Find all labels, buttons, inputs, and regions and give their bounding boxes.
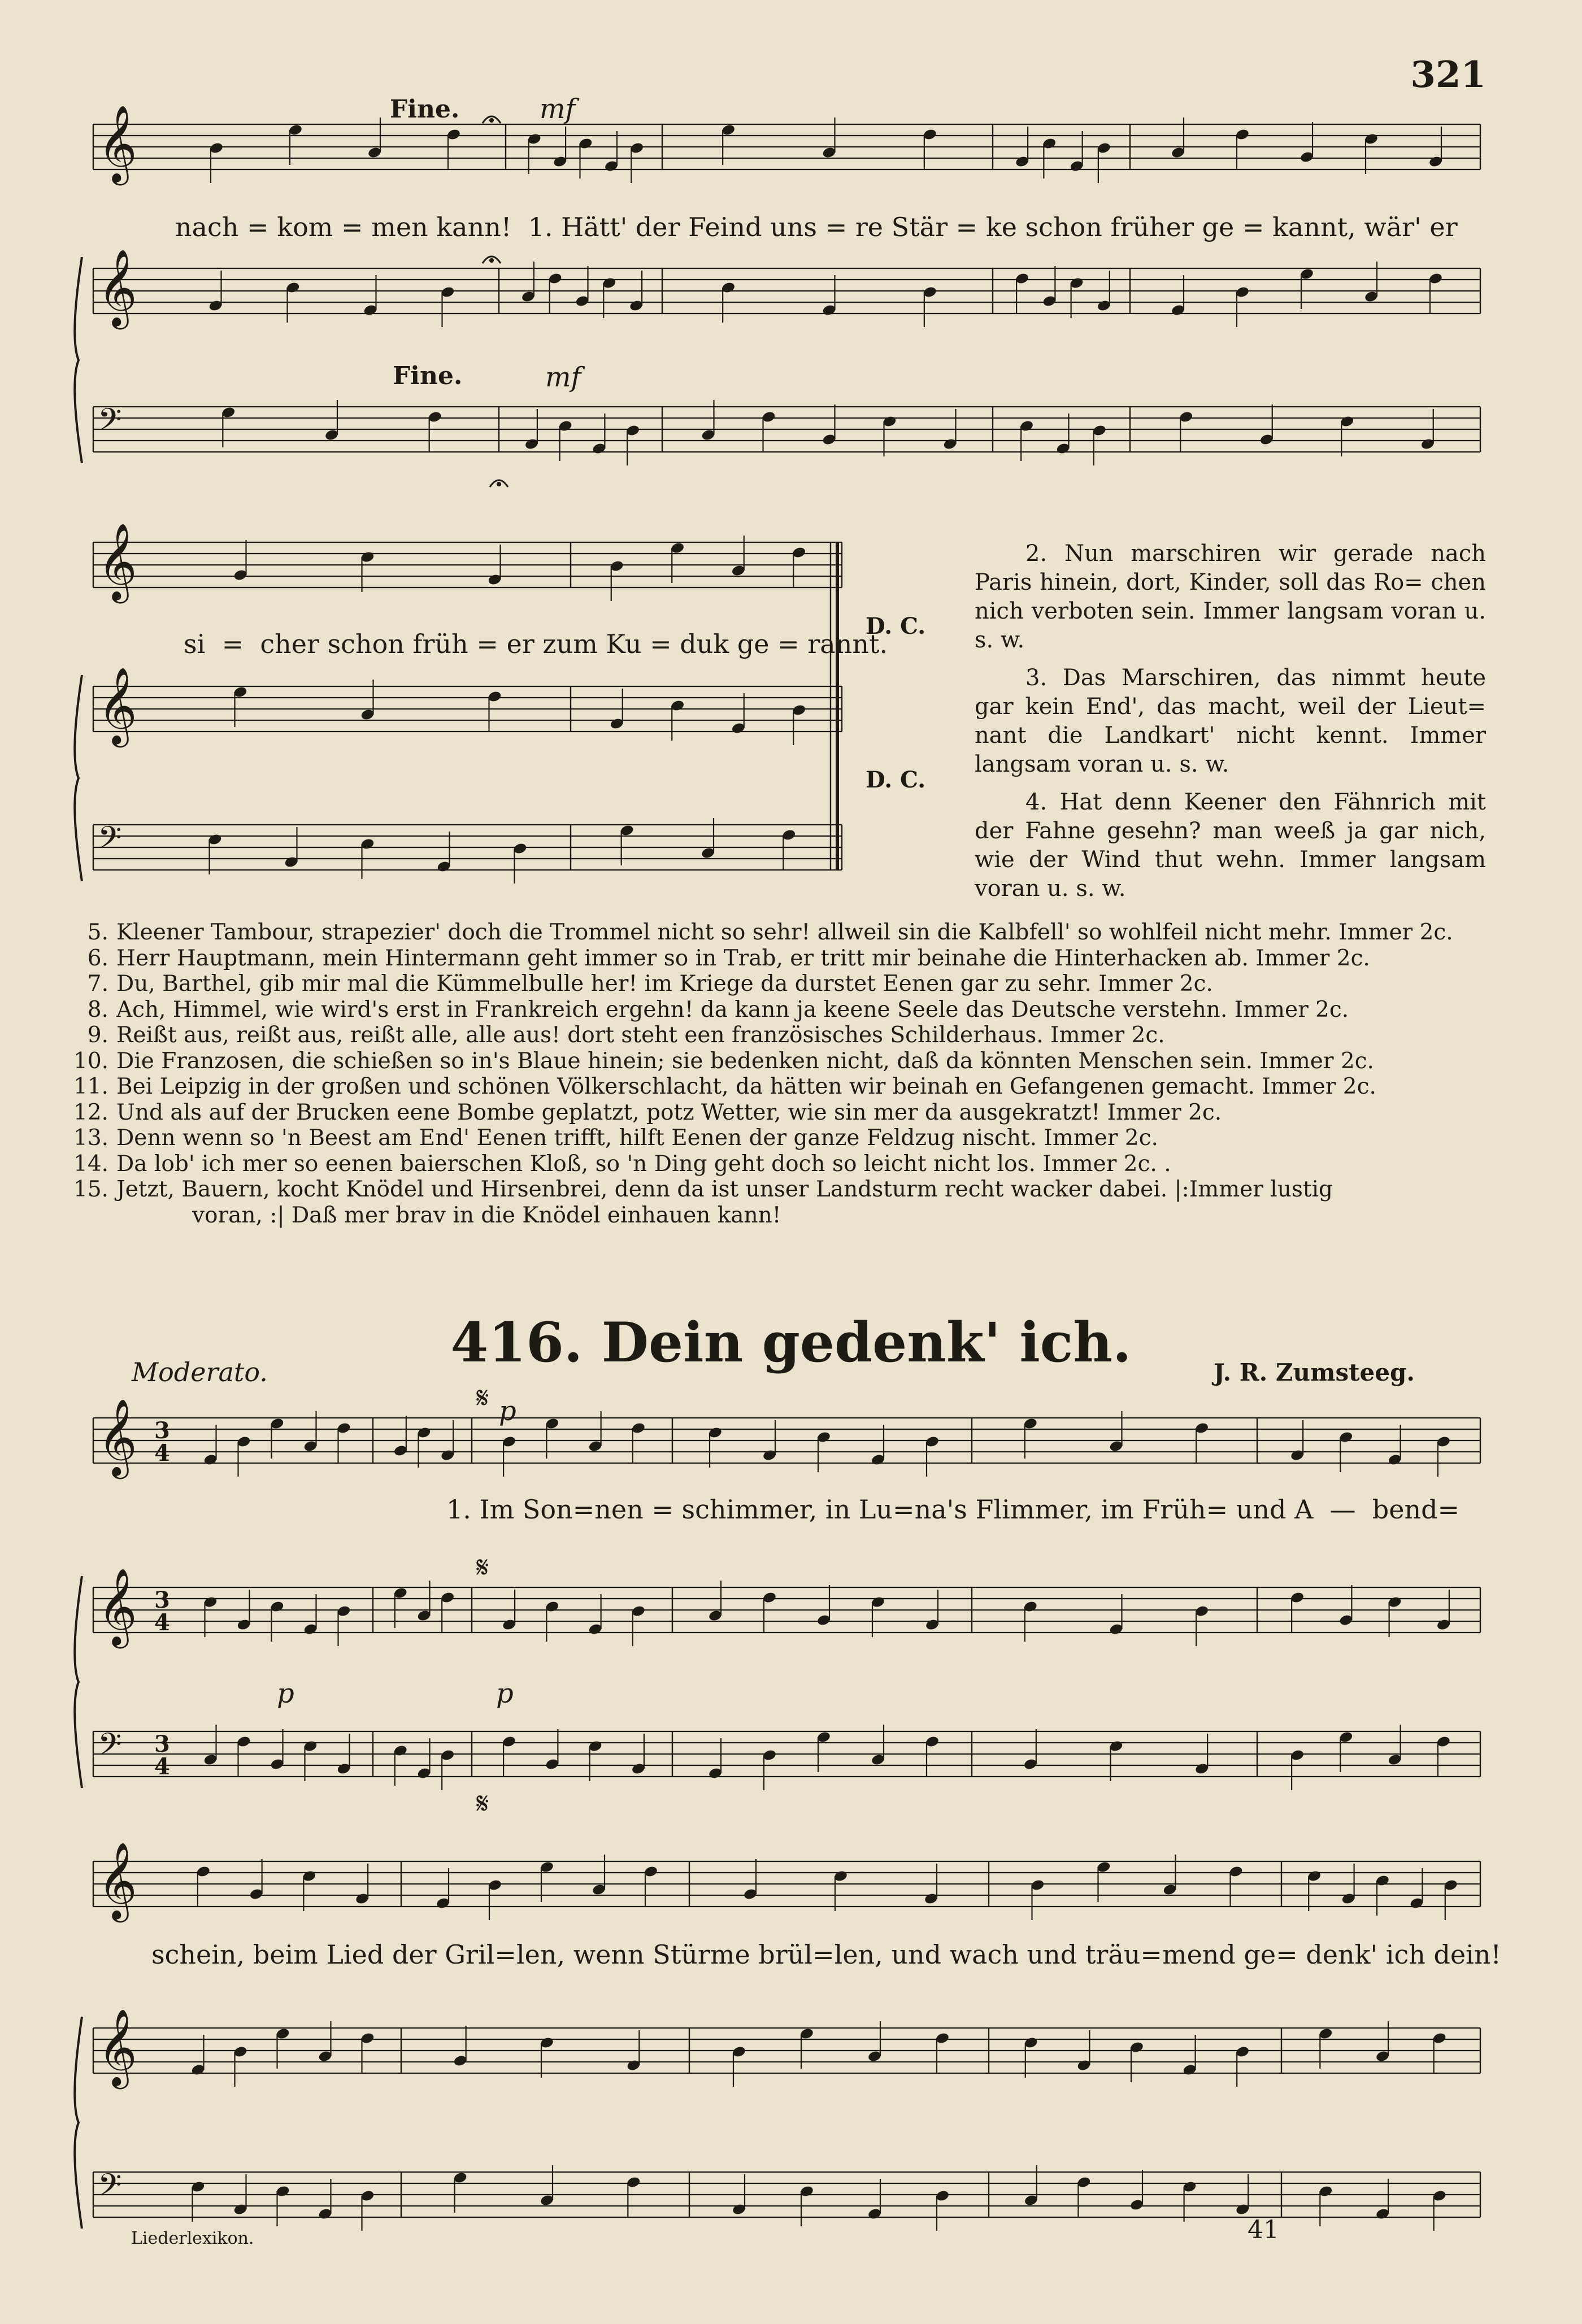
verses-list [73, 920, 1492, 1228]
verse-line-continuation: voran, :| Daß mer brav in die Knödel einhauen kann! [192, 1202, 781, 1228]
verse-4: 4. Hat denn Keener den Fähnrich mit der Fahne gesehn? man weeß ja gar nich, wie der Wind thut wehn. Immer langsam voran u. s. w. [975, 789, 1486, 902]
fermata-dot [489, 118, 494, 123]
system-brace [75, 257, 82, 463]
footer-publication: Liederlexikon. [131, 2229, 254, 2248]
time-signature: 4 [154, 1753, 170, 1780]
fermata-dot [489, 258, 494, 263]
fine-label: Fine. [390, 95, 460, 124]
dynamic-mf-lower: mf [545, 362, 581, 393]
verse-line: 14. Da lob' ich mer so eenen baierschen Kloß, so 'n Ding geht doch so leicht nicht los. Immer 2c. . [73, 1151, 1171, 1177]
fine-label-bass: Fine. [393, 362, 463, 390]
verse-line: 13. Denn wenn so 'n Beest am End' Eenen trifft, hilft Eenen der ganze Feldzug nischt. Immer 2c. [73, 1125, 1158, 1151]
lyrics-line: nach = kom = men kann! 1. Hätt' der Feind uns = re Stär = ke schon früher ge = kannt, wär' er [175, 212, 1458, 242]
treble-clef: 𝄞 [98, 1567, 137, 1645]
verse-line: 7. Du, Barthel, gib mir mal die Kümmelbulle her! im Kriege da durstet Eenen gar zu sehr. Immer 2c. [87, 971, 1213, 996]
verse-line: 12. Und als auf der Brucken eene Bombe geplatzt, potz Wetter, wie sin mer da ausgekratzt! Immer 2c. [73, 1099, 1222, 1125]
lyrics-line: si = cher schon früh = er zum Ku = duk ge = rannt. [184, 629, 888, 659]
dc-label: D. C. [866, 613, 926, 639]
dynamic-p: p [499, 1395, 516, 1427]
dynamic-p-piano: p [277, 1678, 294, 1709]
footer-signature: 41 [1248, 2216, 1279, 2244]
tempo-marking: Moderato. [132, 1357, 268, 1387]
time-signature: 3 [154, 1587, 170, 1613]
verse-line: 6. Herr Hauptmann, mein Hintermann geht immer so in Trab, er tritt mir beinahe die Hinterhacken ab. Immer 2c. [87, 945, 1370, 971]
system-brace [75, 675, 82, 881]
verse-line: 10. Die Franzosen, die schießen so in's Blaue hinein; sie bedenken nicht, daß da könnten Menschen sein. Immer 2c. [73, 1048, 1374, 1074]
treble-clef: 𝄞 [98, 2008, 137, 2086]
verses-right [975, 539, 1486, 912]
treble-clef: 𝄞 [98, 1841, 137, 1919]
segno-sign: 𝄋 [476, 1381, 489, 1415]
treble-clef: 𝄞 [98, 104, 137, 182]
bass-clef: 𝄢 [98, 402, 122, 445]
page-number: 321 [1410, 54, 1486, 96]
verse-line: 8. Ach, Himmel, wie wird's erst in Frankreich ergehn! da kann ja keene Seele das Deutsche verstehn. Immer 2c. [87, 996, 1349, 1022]
lyrics-line: schein, beim Lied der Gril=len, wenn Stürme brül=len, und wach und träu=mend ge= denk' ich dein! [151, 1939, 1501, 1970]
system-brace [75, 2017, 82, 2229]
verse-2: 2. Nun marschiren wir gerade nach Paris hinein, dort, Kinder, soll das Ro= chen nich verboten sein. Immer langsam voran u. s. w. [975, 541, 1486, 653]
bass-clef: 𝄢 [98, 2167, 122, 2210]
bass-clef: 𝄢 [98, 1726, 122, 1770]
dynamic-p-bass: p [496, 1678, 514, 1709]
verse-line: 9. Reißt aus, reißt aus, reißt alle, alle aus! dort steht een französisches Schilderhaus. Immer 2c. [87, 1022, 1165, 1048]
time-signature: 4 [154, 1440, 170, 1466]
treble-clef: 𝄞 [98, 1398, 137, 1476]
lyrics-line: 1. Im Son=nen = schimmer, in Lu=na's Flimmer, im Früh= und A — bend= [446, 1494, 1460, 1525]
verse-3: 3. Das Marschiren, das nimmt heute gar kein End', das macht, weil der Lieut= nant die Landkart' nicht kennt. Immer langsam voran u. s. w. [975, 665, 1486, 777]
verse-line: 11. Bei Leipzig in der großen und schönen Völkerschlacht, da hätten wir beinah en Gefangenen gemacht. Immer 2c. [73, 1074, 1376, 1099]
verse-line: 5. Kleener Tambour, strapezier' doch die Trommel nicht so sehr! allweil sin die Kalbfell' so wohlfeil nicht mehr. Immer 2c. [87, 920, 1453, 945]
verse-line: 15. Jetzt, Bauern, kocht Knödel und Hirsenbrei, denn da ist unser Landsturm recht wacker dabei. |:Immer lustig [73, 1177, 1333, 1202]
composer-name: J. R. Zumsteeg. [1213, 1359, 1415, 1386]
treble-clef: 𝄞 [98, 522, 137, 600]
time-signature: 4 [154, 1609, 170, 1636]
segno-sign: 𝄋 [476, 1787, 489, 1821]
system-brace [75, 1576, 82, 1788]
time-signature: 3 [154, 1417, 170, 1444]
segno-sign: 𝄋 [476, 1551, 489, 1585]
treble-clef: 𝄞 [98, 666, 137, 744]
time-signature: 3 [154, 1731, 170, 1757]
song-title: 416. Dein gedenk' ich. [450, 1311, 1132, 1374]
fermata-dot [497, 482, 501, 486]
treble-clef: 𝄞 [98, 248, 137, 326]
bass-clef: 𝄢 [98, 820, 122, 863]
dynamic-mf: mf [540, 93, 576, 125]
dc-label-piano: D. C. [866, 767, 926, 793]
